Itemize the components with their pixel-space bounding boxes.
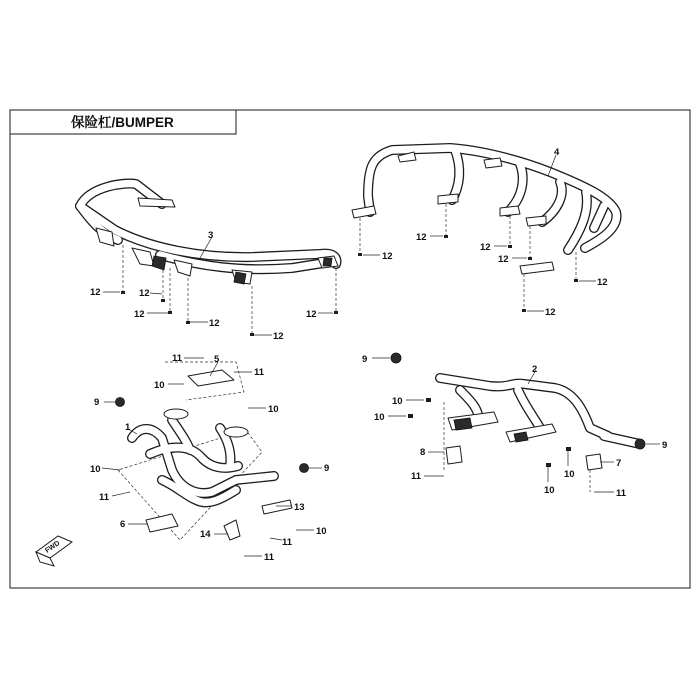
callout-10-a: 10 <box>154 380 165 391</box>
callout-10-h: 10 <box>544 485 555 496</box>
callout-9-d: 9 <box>662 440 668 451</box>
callout-11-e: 11 <box>264 552 275 563</box>
callout-13: 13 <box>294 502 305 513</box>
bumper-assembly-1 <box>116 362 309 540</box>
callout-11-b: 11 <box>254 367 265 378</box>
callout-12-i: 12 <box>480 242 491 253</box>
callout-10-b: 10 <box>268 404 279 415</box>
callout-12-h: 12 <box>416 232 427 243</box>
leader-11-d <box>270 538 282 540</box>
callout-5: 5 <box>214 354 220 365</box>
leader-10-c <box>102 468 120 470</box>
callout-8: 8 <box>420 447 426 458</box>
callout-10-d: 10 <box>316 526 327 537</box>
callout-10-g: 10 <box>564 469 575 480</box>
callout-6: 6 <box>120 519 126 530</box>
leader-11-c <box>112 492 130 496</box>
callout-11-d: 11 <box>282 537 293 548</box>
callout-10-c: 10 <box>90 464 101 475</box>
callout-12-l: 12 <box>545 307 556 318</box>
bolt-10-e <box>426 398 431 402</box>
callout-14: 14 <box>200 529 211 540</box>
callout-1: 1 <box>125 422 131 433</box>
callout-11-g: 11 <box>616 488 627 499</box>
fwd-label: FWD <box>44 539 62 555</box>
callout-10-f: 10 <box>374 412 385 423</box>
callout-11-a: 11 <box>172 353 183 364</box>
bolt-10-f <box>408 414 413 418</box>
callout-12-k: 12 <box>597 277 608 288</box>
callout-11-f: 11 <box>411 471 422 482</box>
callout-12-f: 12 <box>306 309 317 320</box>
bolt-10-g <box>566 447 571 451</box>
callout-4: 4 <box>554 147 560 158</box>
bumper-assembly-2 <box>391 353 645 492</box>
callout-10-e: 10 <box>392 396 403 407</box>
callout-12-b: 12 <box>139 288 150 299</box>
callout-9-c: 9 <box>362 354 368 365</box>
callout-2: 2 <box>532 364 538 375</box>
callout-12-c: 12 <box>134 309 145 320</box>
callout-9-b: 9 <box>324 463 330 474</box>
forward-arrow-icon <box>36 536 72 566</box>
callout-12-a: 12 <box>90 287 101 298</box>
callout-12-e: 12 <box>273 331 284 342</box>
callout-3: 3 <box>208 230 214 241</box>
callout-11-c: 11 <box>99 492 110 503</box>
callout-12-g: 12 <box>382 251 393 262</box>
callout-7: 7 <box>616 458 622 469</box>
part4-fasteners <box>358 204 596 312</box>
callout-12-d: 12 <box>209 318 220 329</box>
callout-9-a: 9 <box>94 397 100 408</box>
diagram-title: 保险杠/BUMPER <box>71 115 174 130</box>
callout-12-j: 12 <box>498 254 509 265</box>
bolt-10-h <box>546 463 551 467</box>
